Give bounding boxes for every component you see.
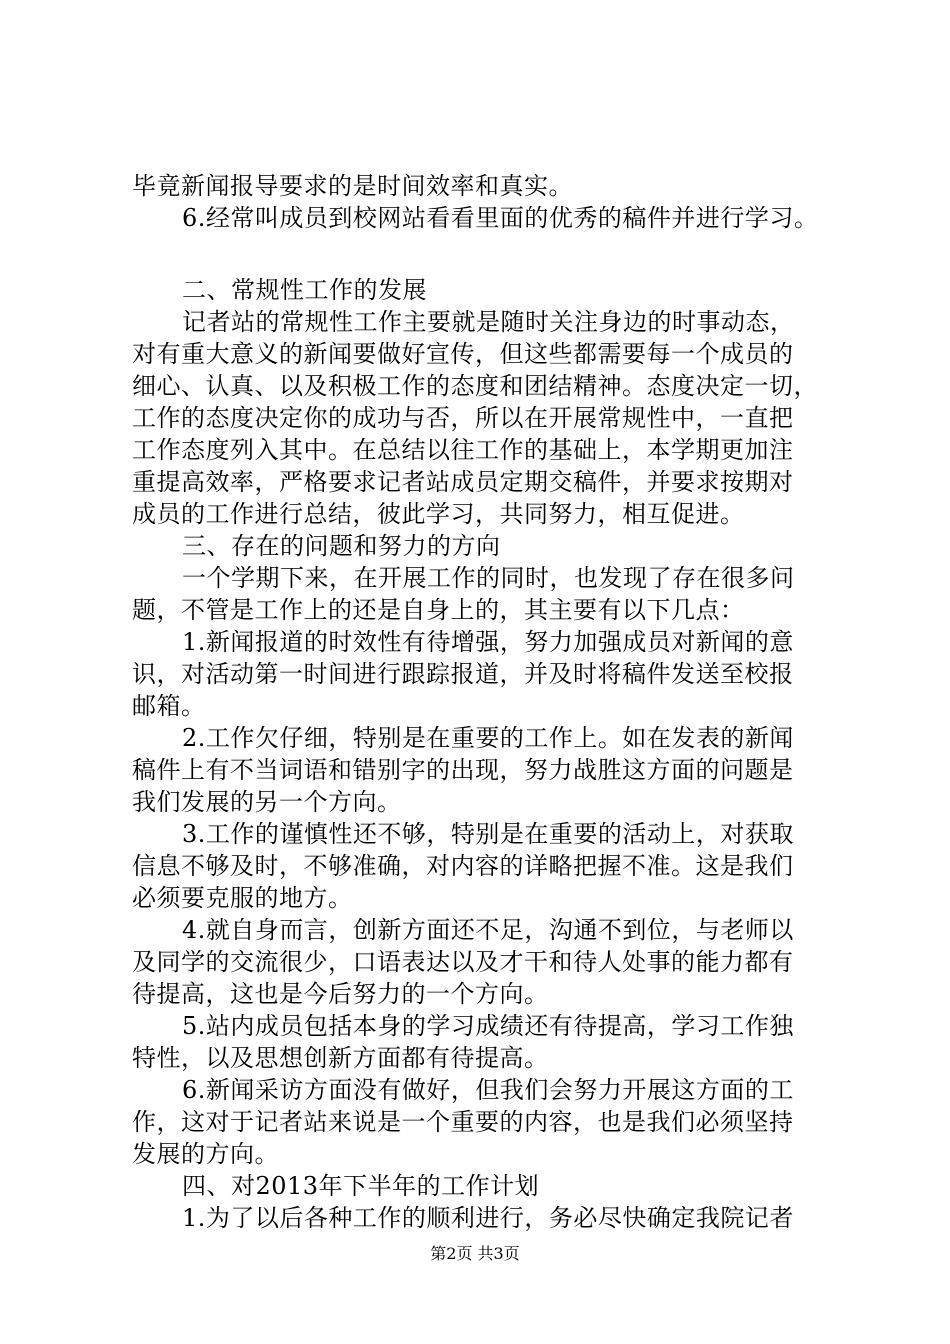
text-line: 三、存在的问题和努力的方向: [182, 532, 501, 560]
text-line: 1.新闻报道的时效性有待增强，努力加强成员对新闻的意: [182, 628, 794, 656]
text-line: 2.工作欠仔细，特别是在重要的工作上。如在发表的新闻: [182, 724, 794, 752]
text-line: 我们发展的另一个方向。: [132, 788, 402, 816]
text-line: 成员的工作进行总结，彼此学习，共同努力，相互促进。: [132, 500, 745, 528]
text-line: 4.就自身而言，创新方面还不足，沟通不到位，与老师以: [182, 916, 794, 944]
text-line: 6.新闻采访方面没有做好，但我们会努力开展这方面的工: [182, 1076, 794, 1104]
text-line: 二、常规性工作的发展: [182, 276, 427, 304]
text-line: 细心、认真、以及积极工作的态度和团结精神。态度决定一切，: [132, 372, 818, 400]
paragraph-gap: [132, 234, 832, 274]
text-line: 3.工作的谨慎性还不够，特别是在重要的活动上，对获取: [182, 820, 794, 848]
text-line: 特性，以及思想创新方面都有待提高。: [132, 1044, 549, 1072]
text-line: 1.为了以后各种工作的顺利进行，务必尽快确定我院记者: [182, 1204, 794, 1232]
text-line: 四、对2013年下半年的工作计划: [182, 1172, 540, 1200]
text-line: 记者站的常规性工作主要就是随时关注身边的时事动态，: [182, 308, 795, 336]
text-line: 重提高效率，严格要求记者站成员定期交稿件，并要求按期对: [132, 468, 794, 496]
text-line: 工作态度列入其中。在总结以往工作的基础上，本学期更加注: [132, 436, 794, 464]
text-line: 题，不管是工作上的还是自身上的，其主要有以下几点：: [132, 596, 745, 624]
page-footer: 第2页 共3页: [430, 1244, 520, 1263]
text-line: 必须要克服的地方。: [132, 884, 353, 912]
text-line: 发展的方向。: [132, 1140, 279, 1168]
text-line: 稿件上有不当词语和错别字的出现，努力战胜这方面的问题是: [132, 756, 794, 784]
text-line: 信息不够及时，不够准确，对内容的详略把握不准。这是我们: [132, 852, 794, 880]
text-line: 6.经常叫成员到校网站看看里面的优秀的稿件并进行学习。: [182, 204, 819, 232]
text-line: 5.站内成员包括本身的学习成绩还有待提高，学习工作独: [182, 1012, 794, 1040]
text-line: 工作的态度决定你的成功与否，所以在开展常规性中，一直把: [132, 404, 794, 432]
text-line: 对有重大意义的新闻要做好宣传，但这些都需要每一个成员的: [132, 340, 794, 368]
text-line: 一个学期下来，在开展工作的同时，也发现了存在很多问: [182, 564, 795, 592]
text-line: 识，对活动第一时间进行跟踪报道，并及时将稿件发送至校报: [132, 660, 794, 688]
document-body: [132, 170, 832, 1234]
text-line: 作，这对于记者站来说是一个重要的内容，也是我们必须坚持: [132, 1108, 794, 1136]
text-line: 毕竟新闻报导要求的是时间效率和真实。: [132, 172, 573, 200]
text-line: 及同学的交流很少，口语表达以及才干和待人处事的能力都有: [132, 948, 794, 976]
text-line: 邮箱。: [132, 692, 206, 720]
text-line: 待提高，这也是今后努力的一个方向。: [132, 980, 549, 1008]
